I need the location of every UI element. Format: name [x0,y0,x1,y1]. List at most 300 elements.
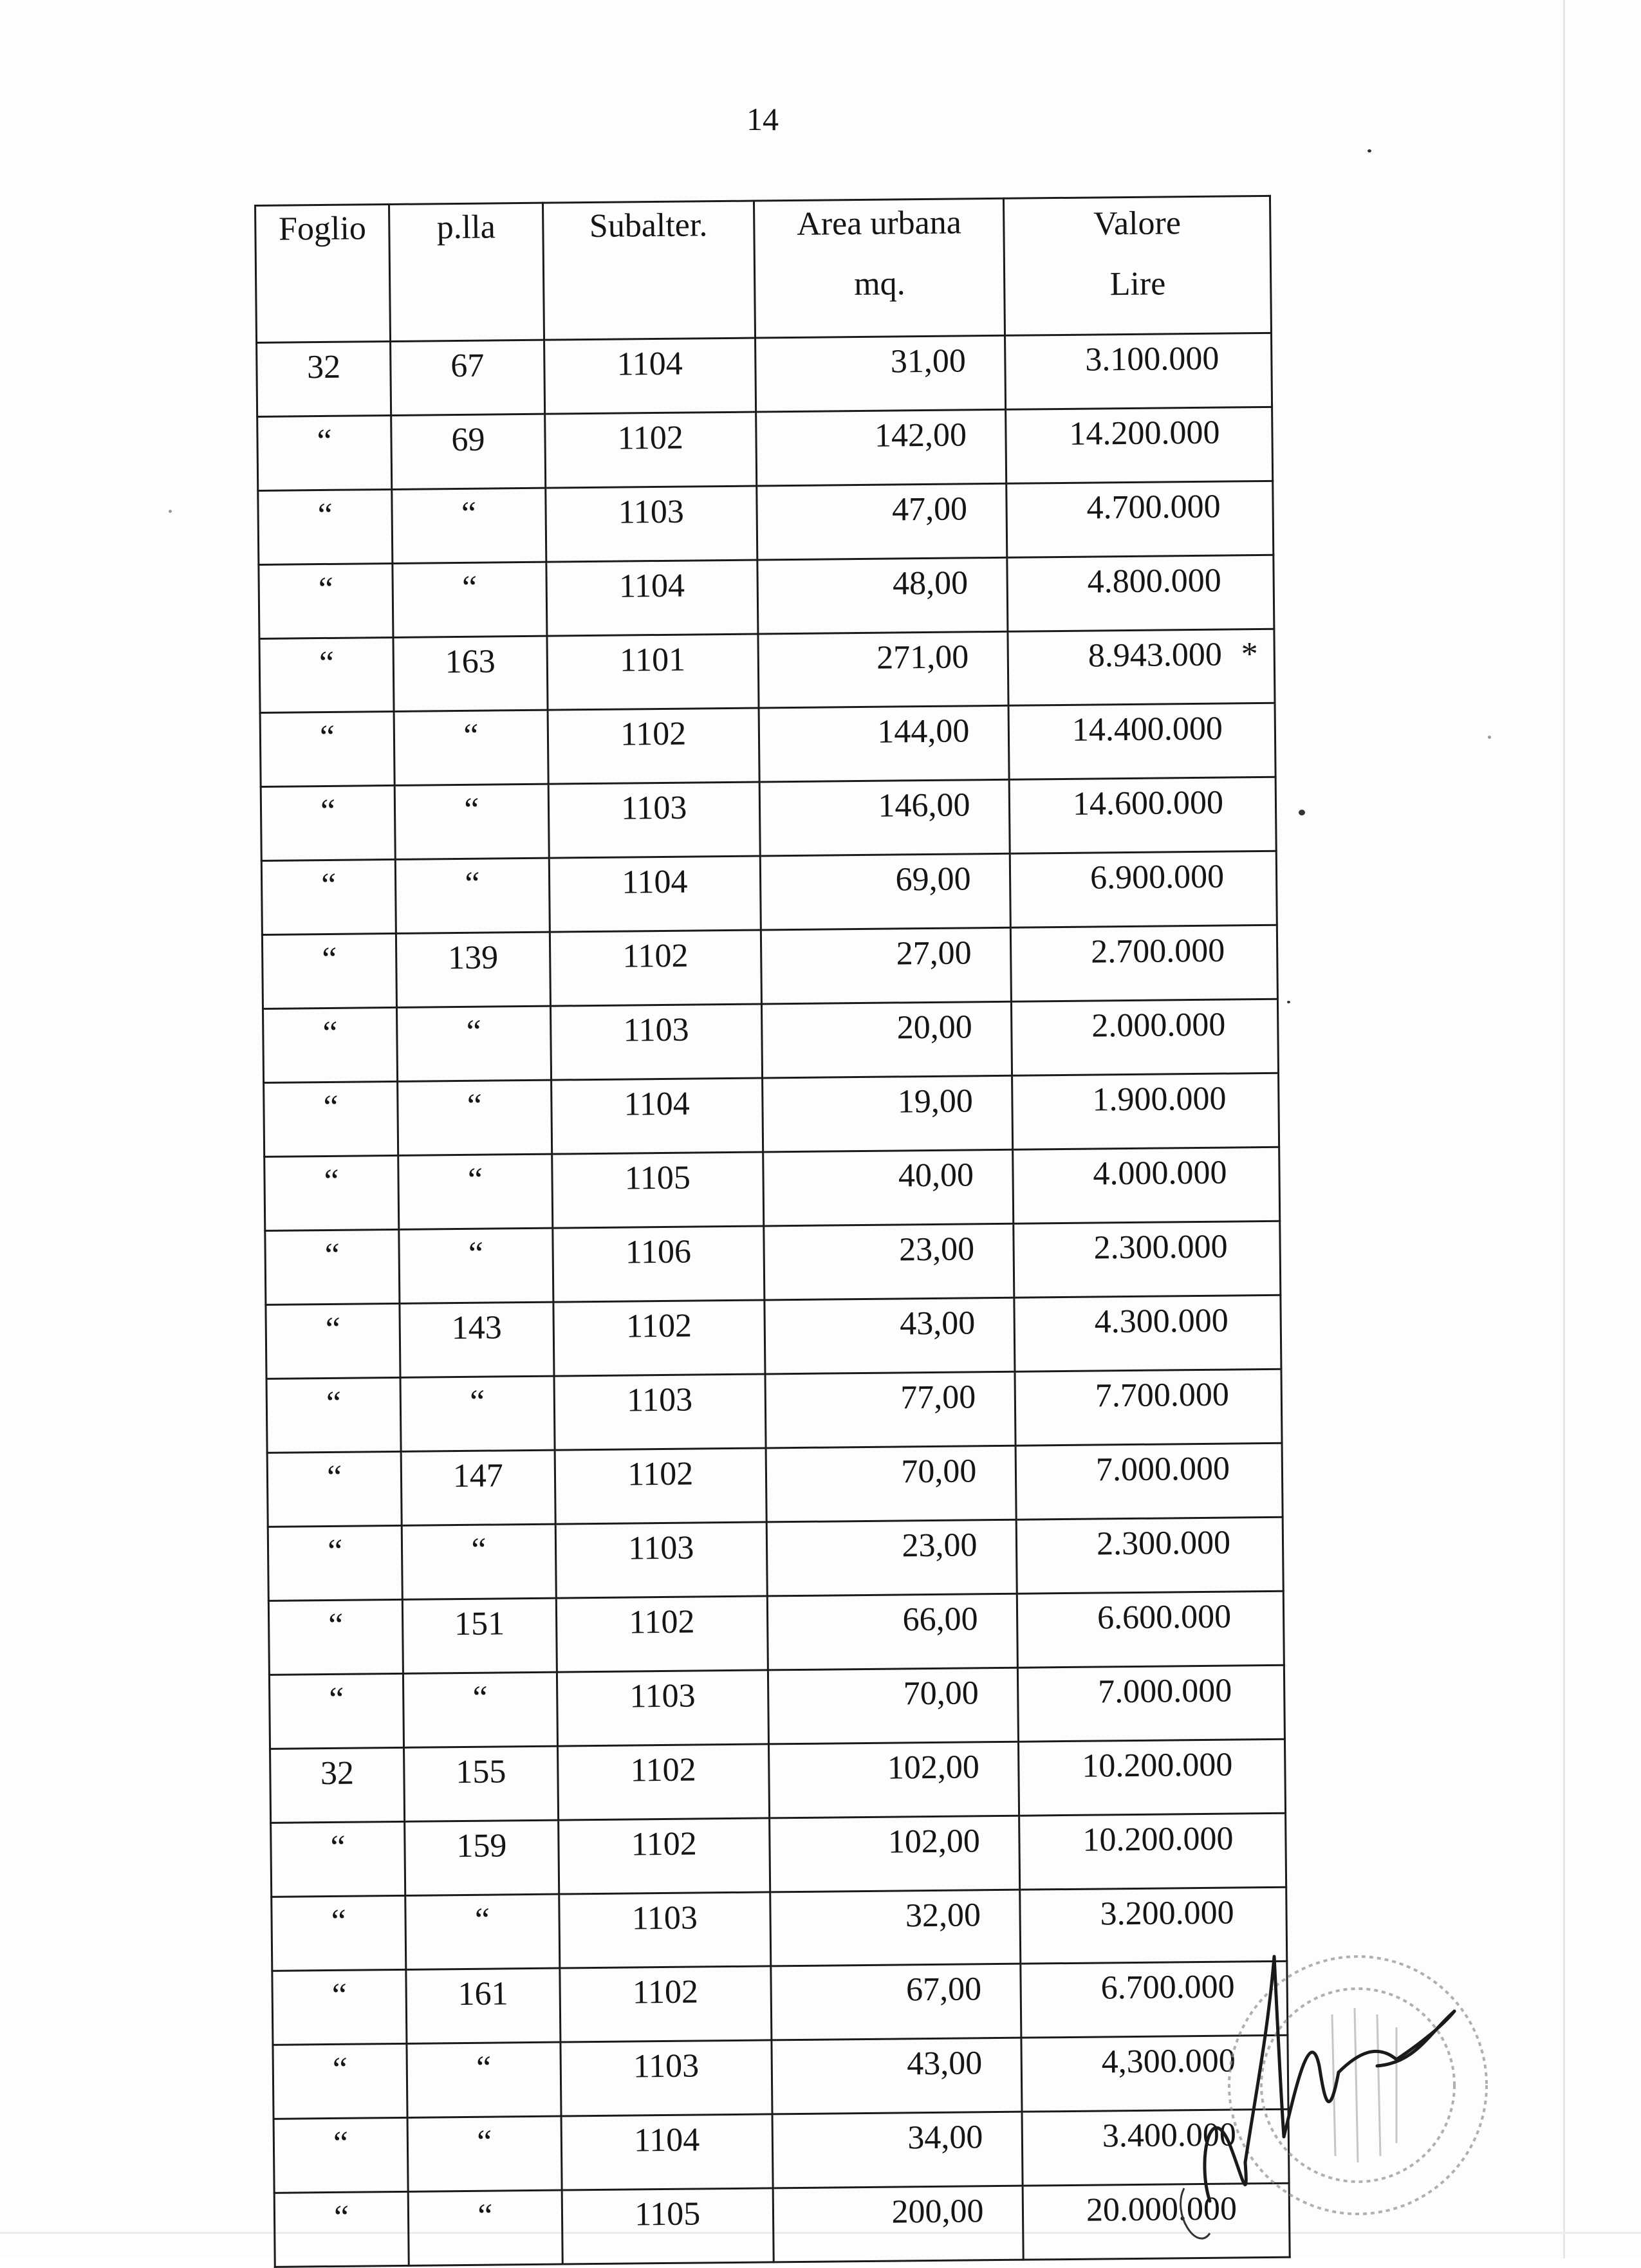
table-row [263,999,1278,1083]
cell-subalter [553,1300,765,1376]
cell-area [761,927,1012,1004]
cell-foglio-text: “ [334,2199,349,2236]
table-header-row [255,196,1272,342]
cell-area-text: 19,00 [898,1083,974,1120]
cell-plla-text: “ [466,1014,481,1050]
cell-plla-text: 159 [456,1827,507,1864]
table-row [264,1147,1280,1231]
cell-plla [405,1820,559,1895]
header-valore-line1: Valore [1093,205,1181,242]
cell-foglio [262,933,396,1009]
cell-foglio [263,1007,397,1083]
cell-plla [407,2116,561,2191]
table-row [266,1369,1282,1453]
cell-area-text: 69,00 [895,860,971,898]
cell-valore-text: 2.000.000 [1091,1007,1226,1045]
cell-foglio [274,2117,408,2193]
header-area-line2: mq. [756,266,1004,302]
cell-foglio [267,1451,402,1527]
cell-area [761,1001,1012,1078]
cell-area [763,1075,1014,1152]
cell-foglio-text: “ [324,1237,340,1274]
cell-foglio [269,1673,403,1749]
cell-valore [1018,1665,1285,1742]
cell-subalter [559,1892,770,1968]
cell-foglio-text: “ [322,941,337,978]
cell-foglio [274,2191,409,2267]
cell-valore-text: 6.600.000 [1097,1599,1232,1637]
cell-area-text: 67,00 [906,1971,982,2008]
table-row [261,851,1277,934]
cell-plla [393,562,546,637]
cell-subalter [554,1374,766,1450]
cell-valore-text: 14.400.000 [1072,711,1223,748]
cell-plla [391,414,545,489]
cell-area-text: 40,00 [898,1157,974,1194]
cell-plla-text: 151 [454,1605,505,1642]
cell-area [768,1668,1019,1744]
cell-subalter [558,1818,770,1894]
cell-plla-text: “ [461,496,477,532]
cell-valore-text: 2.300.000 [1093,1229,1228,1267]
cell-foglio-text: “ [323,1089,338,1126]
cell-valore-text: 2.300.000 [1097,1525,1231,1563]
cell-valore-text: 4,300.000 [1101,2042,1236,2080]
cell-plla [396,858,550,933]
cell-subalter [547,634,759,710]
cell-subalter-text: 1101 [620,642,686,679]
handwritten-signature-icon [1171,1931,1557,2253]
cell-area [765,1371,1016,1448]
cell-valore-text: 4.700.000 [1086,488,1221,526]
cell-plla-text: “ [472,1680,488,1716]
speck-mark [1368,149,1371,153]
cell-valore [1006,407,1273,483]
cell-foglio [268,1599,403,1675]
cell-area-text: 66,00 [902,1601,978,1638]
cell-foglio [264,1081,398,1157]
cell-subalter-text: 1102 [633,1974,699,2011]
cell-subalter [555,1522,767,1598]
header-valore-line2: Lire [1005,266,1270,302]
cell-plla [397,1006,551,1081]
cell-plla-text: “ [470,1384,485,1420]
table-row [261,777,1276,860]
cell-subalter [552,1152,763,1228]
cell-subalter [557,1670,768,1746]
cell-valore [1010,777,1277,853]
cell-subalter-text: 1103 [623,1012,689,1049]
cell-foglio-text: “ [328,1533,343,1570]
cell-foglio-text: “ [324,1163,339,1200]
cell-plla [403,1598,557,1673]
cell-valore [1017,1591,1284,1668]
cell-foglio-text: 32 [320,1755,355,1792]
cell-subalter-text: 1102 [617,420,683,457]
cell-foglio [260,711,394,786]
cell-foglio [272,1895,406,1971]
cell-subalter-text: 1104 [619,568,685,605]
cell-foglio-text: “ [330,1829,346,1866]
cell-foglio [257,341,391,416]
cell-area-text: 43,00 [907,2045,983,2082]
cell-valore-text: 20.000.000 [1086,2190,1238,2228]
table-row [268,1517,1283,1601]
cell-area [760,853,1011,930]
cell-area-text: 48,00 [893,564,969,602]
cell-foglio [261,859,396,934]
header-plla: p.lla [389,203,544,341]
table-row [264,1073,1279,1157]
table-row [269,1665,1284,1749]
cell-area-text: 34,00 [907,2119,983,2156]
cell-valore [1007,555,1274,631]
cell-valore [1005,333,1272,409]
speck-mark [169,510,172,513]
cell-area [766,1520,1017,1596]
cell-foglio-text: “ [317,423,332,460]
cell-foglio-text: “ [321,867,337,904]
cell-valore-text: 6.700.000 [1100,1969,1235,2007]
table-row [262,925,1277,1009]
cell-plla [394,784,548,859]
cell-valore [1019,1739,1286,1816]
cell-subalter-text: 1102 [620,716,687,753]
cell-subalter-text: 1103 [618,494,685,531]
cell-plla [393,636,547,711]
cell-foglio [271,1821,405,1897]
cell-subalter [556,1596,768,1672]
cell-subalter-text: 1104 [622,864,688,901]
table-row [268,1591,1284,1675]
cell-plla-text: “ [462,570,477,606]
cell-plla [394,710,548,785]
cell-subalter [550,930,761,1006]
cell-foglio-text: “ [320,719,335,756]
cell-plla-text: 139 [448,939,499,976]
cell-plla [391,340,544,415]
cell-plla [392,488,546,563]
header-foglio: Foglio [255,204,391,342]
cell-area [770,1890,1021,1966]
cell-area [759,705,1010,782]
cell-valore-text: 6.900.000 [1090,859,1225,897]
cell-foglio-text: “ [333,2125,349,2162]
cell-subalter-text: 1103 [629,1678,696,1715]
cell-valore-text: 14.200.000 [1069,414,1220,452]
cell-subalter-text: 1102 [631,1826,697,1863]
table-row [272,1961,1288,2045]
cell-plla-text: “ [465,866,480,902]
cell-foglio-text: “ [319,571,334,608]
table-row [274,2109,1289,2193]
cell-area-text: 31,00 [891,342,967,380]
cell-subalter-text: 1103 [627,1382,693,1419]
cell-valore [1016,1443,1283,1520]
speck-mark [1488,736,1491,739]
cell-valore-text: 3.200.000 [1100,1895,1234,1933]
cell-area-text: 47,00 [892,490,968,528]
cell-area [763,1149,1014,1226]
cell-foglio [272,1969,407,2045]
table-row [267,1443,1283,1527]
table-body [257,333,1290,2267]
cell-subalter-text: 1103 [632,1900,698,1937]
cell-area-text: 23,00 [902,1527,978,1564]
cell-valore [1008,703,1275,779]
cell-subalter-text: 1105 [624,1160,691,1197]
cell-valore [1017,1517,1284,1594]
table-row [257,333,1272,416]
cell-subalter-text: 1102 [626,1308,692,1345]
cell-plla-text: “ [477,2198,493,2235]
cell-subalter [550,1004,762,1080]
cell-plla [406,1968,560,2043]
cell-subalter-text: 1102 [629,1604,695,1641]
cell-plla-text: “ [463,718,479,754]
cell-area [757,557,1008,634]
header-subalter: Subalter. [542,201,755,340]
cell-valore [1013,1147,1280,1223]
cell-subalter [555,1448,766,1524]
table-row [274,2183,1290,2267]
cell-foglio-text: “ [327,1459,342,1496]
cell-subalter [546,560,757,636]
cell-plla-text: “ [475,1902,490,1938]
cell-subalter-text: 1106 [626,1234,692,1271]
speck-mark [1299,810,1305,815]
cell-subalter-text: 1105 [635,2195,701,2233]
cell-subalter [548,782,760,858]
cell-plla [400,1376,554,1451]
cell-subalter-text: 1103 [621,790,687,827]
cell-subalter-text: 1104 [634,2121,700,2159]
cell-area [756,409,1007,486]
cell-area-text: 32,00 [905,1897,981,1934]
cell-foglio [258,489,393,564]
cell-area-text: 200,00 [891,2193,984,2230]
cell-area-text: 70,00 [901,1453,977,1490]
cell-valore-text: 1.900.000 [1092,1081,1227,1119]
cell-plla-text: 143 [451,1309,502,1346]
cell-plla [404,1746,558,1821]
cell-area [755,335,1006,412]
cell-foglio [259,563,393,638]
cell-plla [402,1524,555,1599]
cell-area [758,631,1009,708]
cell-valore [1010,851,1277,927]
cell-plla-text: “ [468,1236,484,1272]
cell-subalter [552,1226,764,1302]
table-row [258,481,1274,564]
cell-valore-text: 3.400.000 [1102,2116,1237,2154]
cell-valore-text: 7.000.000 [1096,1451,1230,1489]
cell-area [772,2038,1023,2114]
cell-foglio [268,1525,402,1601]
cell-plla-text: 155 [456,1753,506,1790]
cell-plla [407,2042,561,2117]
cell-plla [399,1228,553,1303]
cell-subalter [562,2188,774,2264]
table-row [273,2035,1288,2119]
cell-subalter-text: 1102 [627,1456,694,1493]
cell-subalter [560,2040,772,2116]
cell-plla-text: “ [467,1088,483,1124]
cell-foglio-text: “ [317,497,333,534]
cell-area [757,483,1008,560]
cell-area [765,1297,1015,1374]
cell-plla-text: 161 [458,1975,508,2012]
cell-plla-text: 163 [445,643,496,680]
cell-subalter-text: 1103 [628,1530,694,1567]
cell-subalter-text: 1104 [617,346,683,383]
cell-area-text: 102,00 [888,1823,981,1860]
header-area [754,198,1005,338]
cell-foglio [266,1303,400,1379]
cell-foglio-text: “ [326,1385,342,1422]
cell-subalter [544,412,756,488]
cell-area [773,2186,1024,2262]
cell-plla-text: 69 [451,422,485,458]
cell-area-text: 102,00 [887,1749,980,1786]
cell-area-text: 70,00 [903,1675,979,1712]
cell-valore-text: 7.700.000 [1095,1377,1230,1415]
cell-area-text: 77,00 [900,1379,976,1416]
header-area-line1: Area urbana [797,204,961,242]
cell-foglio [273,2043,407,2119]
cell-foglio-text: “ [322,1015,338,1052]
cell-plla [401,1450,555,1525]
cell-plla [403,1672,557,1747]
table-row [266,1295,1281,1379]
cell-foglio-text: “ [329,1681,344,1718]
cell-foglio-text: “ [319,645,335,682]
speck-mark [1287,1001,1290,1003]
cell-plla-text: “ [468,1162,483,1198]
cell-foglio-text: 32 [307,349,341,386]
cell-plla [398,1154,552,1229]
cell-plla-text: 67 [450,348,485,384]
cell-subalter [549,856,761,932]
cell-subalter-text: 1102 [622,938,689,975]
cell-area-text: 20,00 [896,1009,972,1046]
cell-foglio-text: “ [331,1903,346,1940]
cell-valore [1006,481,1274,557]
cell-subalter [548,708,759,784]
cell-valore [1012,999,1279,1075]
cell-plla-text: “ [471,1532,487,1568]
cell-foglio [270,1747,405,1823]
cell-foglio-text: “ [328,1607,344,1644]
cell-foglio-text: “ [332,1977,348,2014]
cell-area [768,1742,1019,1818]
cell-area-text: 27,00 [896,934,972,972]
cell-area-text: 23,00 [899,1231,975,1268]
cell-plla-text: “ [464,792,479,828]
cell-valore-text: 14.600.000 [1073,785,1224,823]
page-edge-right [1563,0,1565,2258]
cell-plla-text: “ [477,2124,492,2161]
cell-plla [396,932,550,1007]
cell-valore-text: 4.800.000 [1087,562,1221,600]
cell-valore [1011,925,1278,1001]
cell-valore-text: 8.943.000 [1088,637,1223,674]
cell-area [771,1964,1022,2040]
cell-valore [1019,1813,1286,1890]
table-row [257,407,1273,490]
cell-subalter [544,338,756,414]
cell-foglio-text: “ [320,793,336,830]
cell-subalter [561,2114,773,2190]
header-valore [1004,196,1272,335]
cell-valore [1012,1073,1279,1149]
cell-valore [1015,1369,1282,1445]
cell-subalter [557,1744,769,1820]
cell-area [766,1445,1017,1522]
cell-valore-text: 4.000.000 [1093,1155,1227,1193]
cell-plla [398,1080,552,1155]
cell-area-text: 271,00 [876,638,969,676]
cell-foglio [264,1155,399,1231]
cell-subalter [559,1966,771,2042]
table-row [271,1813,1286,1897]
table-row [270,1739,1286,1823]
cell-foglio [257,415,392,490]
cell-foglio [265,1229,400,1305]
cell-foglio [266,1377,401,1453]
table-row [272,1887,1287,1971]
cell-valore-text: 2.700.000 [1091,933,1225,971]
cell-foglio [261,785,395,860]
table-row [259,629,1275,712]
cell-foglio-text: “ [326,1311,341,1348]
value-note-text: * [1222,636,1259,673]
cell-area [770,1816,1021,1892]
cell-plla-text: 147 [453,1457,504,1494]
cell-valore [1014,1295,1281,1371]
cell-area-text: 142,00 [875,416,967,454]
table-row [265,1221,1281,1305]
cell-area [767,1594,1018,1670]
cell-valore [1008,629,1275,705]
cell-subalter-text: 1102 [630,1752,696,1789]
cell-plla [400,1302,553,1377]
cell-foglio [259,637,394,712]
table-row [259,555,1274,638]
cell-foglio-text: “ [333,2051,348,2088]
table-row [260,703,1275,786]
cell-area-text: 146,00 [878,786,970,824]
cell-area [764,1223,1015,1300]
cell-valore-text: 10.200.000 [1082,1821,1234,1859]
cell-plla-text: “ [476,2050,492,2087]
cell-area [772,2112,1023,2188]
cell-valore-text: 4.300.000 [1094,1303,1228,1341]
cell-plla [408,2190,562,2265]
page-number: 14 [746,103,779,135]
cell-plla [405,1894,559,1969]
cell-subalter [545,486,757,562]
cell-valore [1014,1221,1281,1297]
cell-subalter-text: 1104 [624,1086,690,1123]
cell-subalter [551,1078,763,1154]
cell-valore-text: 7.000.000 [1098,1673,1232,1711]
parcel-table [254,195,1291,2268]
cell-area [759,779,1010,856]
cell-subalter-text: 1103 [633,2048,700,2085]
cell-area-text: 144,00 [877,712,970,750]
cell-valore-text: 10.200.000 [1082,1747,1233,1785]
